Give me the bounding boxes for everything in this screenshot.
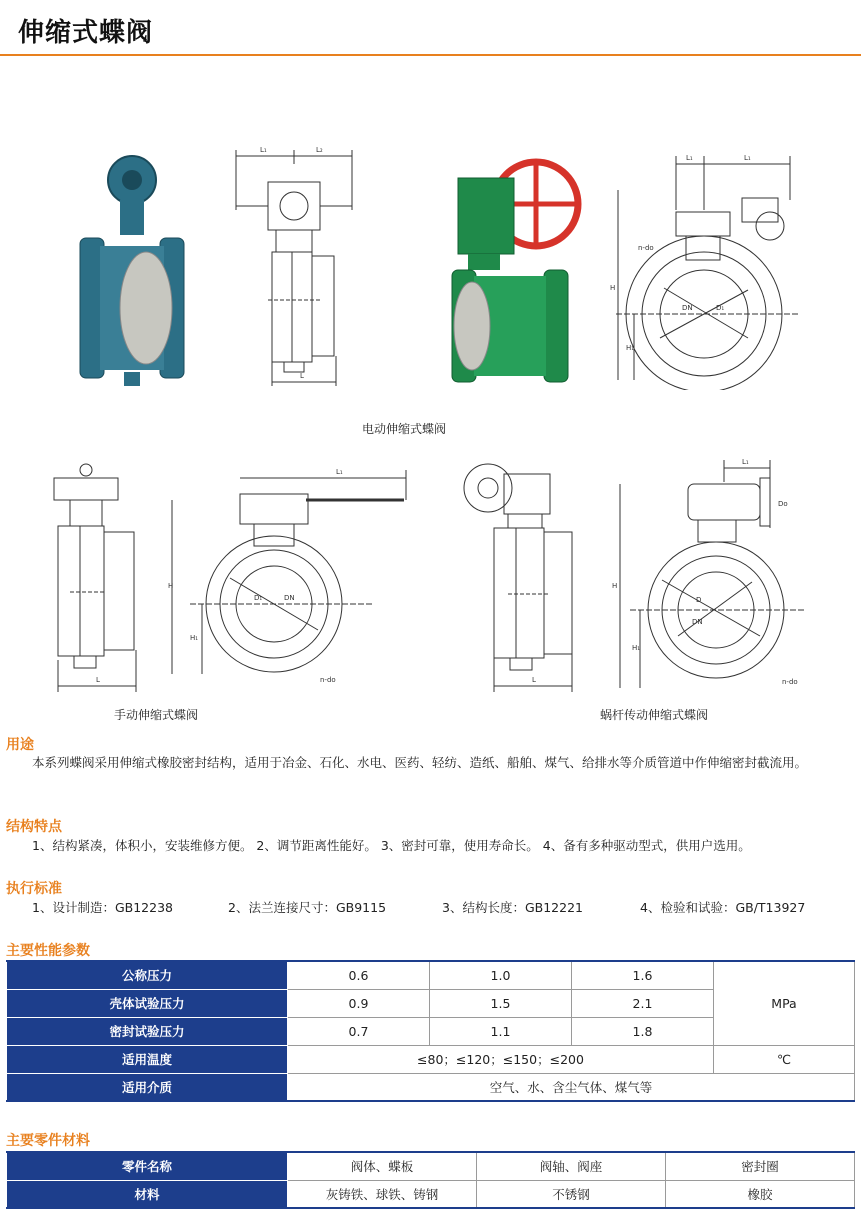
electric-valve-front-drawing [600, 150, 820, 390]
worm-valve-front-drawing [600, 450, 820, 696]
table-cell: 空气、水、含尘气体、煤气等 [288, 1073, 855, 1101]
pressure-unit: MPa [714, 961, 855, 1045]
dim-ndo-c: n-do [320, 676, 336, 684]
features-heading: 结构特点 [6, 819, 62, 835]
dim-L1-d: L₁ [742, 458, 749, 466]
table-cell: 0.7 [288, 1017, 430, 1045]
row-label: 适用介质 [7, 1073, 288, 1101]
table-row [7, 1073, 855, 1101]
table-cell: 阀体、蝶板 [288, 1152, 477, 1180]
table-cell: 0.6 [288, 961, 430, 989]
table-cell: 0.9 [288, 989, 430, 1017]
dim-L-c: L [96, 676, 100, 684]
table-row [7, 1152, 855, 1180]
materials-table [6, 1151, 855, 1209]
blue-valve-photo [62, 150, 202, 390]
usage-heading: 用途 [6, 737, 34, 753]
table-cell: 1.8 [572, 1017, 714, 1045]
dim-DN-d: DN [692, 618, 703, 626]
dim-D1-a: D₁ [716, 304, 725, 312]
dim-DN-c: DN [284, 594, 295, 602]
caption-worm: 蜗杆传动伸缩式蝶阀 [600, 708, 709, 722]
temp-unit: ℃ [714, 1045, 855, 1073]
row-label: 公称压力 [7, 961, 288, 989]
dim-H-a: H [610, 284, 616, 292]
params-heading: 主要性能参数 [6, 943, 90, 959]
dim-H-c: H [168, 582, 174, 590]
table-cell: ≤80；≤120；≤150；≤200 [288, 1045, 714, 1073]
dim-L2: L₂ [316, 146, 323, 154]
caption-electric: 电动伸缩式蝶阀 [362, 422, 447, 436]
dim-ndo-d: n-do [782, 678, 798, 686]
table-cell: 1.5 [430, 989, 572, 1017]
row-label: 壳体试验压力 [7, 989, 288, 1017]
electric-valve-side-drawing [228, 140, 363, 395]
caption-manual: 手动伸缩式蝶阀 [114, 708, 199, 722]
manual-valve-side-drawing [40, 460, 150, 696]
dim-D1-c: D₁ [254, 594, 263, 602]
dim-H-d: H [612, 582, 618, 590]
dim-DN-a: DN [682, 304, 693, 312]
table-cell: 阀轴、阀座 [477, 1152, 666, 1180]
standard-item: 4、检验和试验：GB/T13927 [640, 900, 806, 915]
worm-valve-side-drawing [448, 460, 588, 696]
table-cell: 灰铸铁、球铁、铸钢 [288, 1180, 477, 1208]
dim-H1-d: H₁ [632, 644, 641, 652]
title-bar [0, 0, 861, 56]
standard-item: 2、法兰连接尺寸：GB9115 [228, 900, 387, 915]
dim-Do: Do [778, 500, 788, 508]
table-cell: 不锈钢 [477, 1180, 666, 1208]
row-label: 适用温度 [7, 1045, 288, 1073]
dim-H1-a: H₁ [626, 344, 635, 352]
page-title: 伸缩式蝶阀 [18, 18, 154, 48]
table-cell: 1.6 [572, 961, 714, 989]
dim-D: D [696, 596, 702, 604]
dim-L-d: L [532, 676, 536, 684]
standard-item: 3、结构长度：GB12221 [442, 900, 583, 915]
row-label: 密封试验压力 [7, 1017, 288, 1045]
params-table [6, 960, 855, 1102]
row-label: 材料 [7, 1180, 288, 1208]
usage-text: 本系列蝶阀采用伸缩式橡胶密封结构，适用于冶金、石化、水电、医药、轻纺、造纸、船舶、煤气、给排水等介质管道中作伸缩密封截流用。 [32, 755, 808, 770]
table-cell: 2.1 [572, 989, 714, 1017]
table-cell: 橡胶 [666, 1180, 855, 1208]
table-cell: 密封圈 [666, 1152, 855, 1180]
table-row [7, 1045, 855, 1073]
table-row [7, 961, 855, 989]
dim-ndo-a: n-do [638, 244, 654, 252]
green-valve-photo [448, 158, 588, 388]
dim-L1-c: L₁ [336, 468, 343, 476]
dim-L1: L₁ [260, 146, 267, 154]
dim-L-b: L₁ [744, 154, 751, 162]
features-text: 1、结构紧凑，体积小，安装维修方便。 2、调节距离性能好。 3、密封可靠，使用寿命长。 4、备有多种驱动型式，供用户选用。 [32, 838, 751, 853]
manual-valve-front-drawing [160, 460, 410, 696]
standard-item: 1、设计制造：GB12238 [32, 900, 173, 915]
standards-heading: 执行标准 [6, 881, 62, 897]
dim-L: L [300, 372, 304, 380]
table-cell: 1.1 [430, 1017, 572, 1045]
dim-L1-b: L₁ [686, 154, 693, 162]
table-row [7, 1180, 855, 1208]
table-cell: 1.0 [430, 961, 572, 989]
row-label: 零件名称 [7, 1152, 288, 1180]
dim-H1-c: H₁ [190, 634, 199, 642]
materials-heading: 主要零件材料 [6, 1133, 90, 1149]
